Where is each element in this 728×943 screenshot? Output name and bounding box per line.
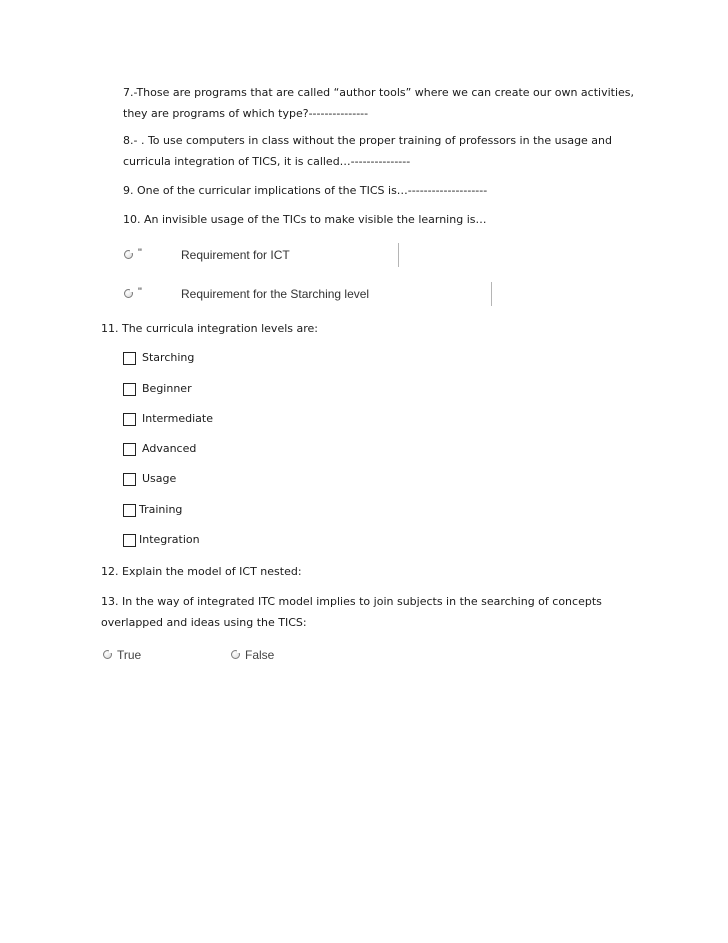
question-7 <box>123 82 634 124</box>
question-7-line-1: 7.-Those are programs that are called “author tools” where we can create our own activities, <box>123 86 635 99</box>
checkbox-icon[interactable] <box>123 413 136 426</box>
field-divider <box>398 243 399 267</box>
q10-option-1-mark: " <box>138 247 142 259</box>
question-10-line-1: 10. An invisible usage of the TICs to make visible the learning is… <box>123 213 487 226</box>
q11-option-integration[interactable] <box>123 533 243 551</box>
q11-option-advanced[interactable] <box>123 442 243 460</box>
question-11 <box>101 318 318 339</box>
question-12-line-1: 12. Explain the model of ICT nested: <box>101 565 302 578</box>
q11-option-intermediate[interactable] <box>123 412 243 430</box>
q10-option-2-mark: " <box>138 286 142 298</box>
question-9-line-1: 9. One of the curricular implications of the TICS is…-------------------- <box>123 184 488 197</box>
radio-button-icon[interactable] <box>231 650 240 659</box>
question-12 <box>101 561 302 582</box>
q10-option-1-label: Requirement for ICT <box>181 248 290 262</box>
checkbox-icon[interactable] <box>123 504 136 517</box>
q11-option-label: Training <box>139 503 183 516</box>
checkbox-icon[interactable] <box>123 352 136 365</box>
checkbox-icon[interactable] <box>123 534 136 547</box>
radio-button-icon[interactable] <box>103 650 112 659</box>
checkbox-icon[interactable] <box>123 473 136 486</box>
q11-option-label: Usage <box>142 472 177 485</box>
q13-option-true[interactable] <box>103 647 183 665</box>
radio-button-icon[interactable] <box>124 289 133 298</box>
q10-option-2-label: Requirement for the Starching level <box>181 287 370 301</box>
q10-option-2[interactable] <box>124 285 494 303</box>
q11-option-label: Beginner <box>142 382 192 395</box>
checkbox-icon[interactable] <box>123 443 136 456</box>
q13-option-false-label: False <box>245 648 275 662</box>
q11-option-label: Integration <box>139 533 200 546</box>
checkbox-icon[interactable] <box>123 383 136 396</box>
q10-option-1[interactable] <box>124 246 404 264</box>
question-10 <box>123 209 486 230</box>
question-11-line-1: 11. The curricula integration levels are: <box>101 322 318 335</box>
q13-option-true-label: True <box>117 648 142 662</box>
q11-option-label: Intermediate <box>142 412 213 425</box>
q11-option-label: Advanced <box>142 442 197 455</box>
question-8-line-2: curricula integration of TICS, it is called…--------------- <box>123 155 411 168</box>
q13-option-false[interactable] <box>231 647 311 665</box>
question-7-line-2: they are programs of which type?--------------- <box>123 107 369 120</box>
q11-option-starching[interactable] <box>123 351 243 369</box>
question-13-line-1: 13. In the way of integrated ITC model implies to join subjects in the searching of concepts <box>101 595 602 608</box>
q11-option-training[interactable] <box>123 503 243 521</box>
question-13-line-2: overlapped and ideas using the TICS: <box>101 616 307 629</box>
question-13 <box>101 591 602 633</box>
q11-option-beginner[interactable] <box>123 382 243 400</box>
field-divider <box>491 282 492 306</box>
question-8-line-1: 8.- . To use computers in class without the proper training of professors in the usage and <box>123 134 613 147</box>
question-8 <box>123 130 612 172</box>
q11-option-usage[interactable] <box>123 472 243 490</box>
q11-option-label: Starching <box>142 351 195 364</box>
question-9 <box>123 180 487 201</box>
radio-button-icon[interactable] <box>124 250 133 259</box>
